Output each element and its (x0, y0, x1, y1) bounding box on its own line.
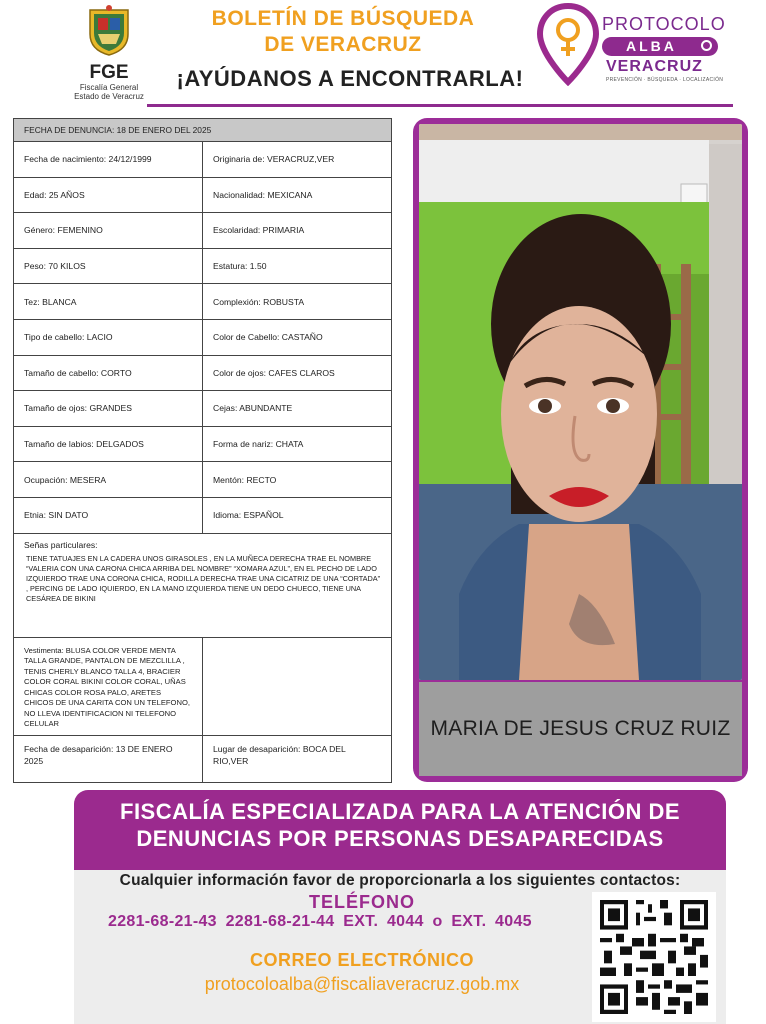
table-row (14, 356, 391, 392)
vestimenta-row (14, 638, 391, 736)
qr-code (592, 892, 716, 1022)
table-cell: Color de Cabello: CASTAÑO (213, 332, 323, 343)
veracruz-seal-icon (86, 4, 132, 56)
table-row (14, 249, 391, 285)
table-cell: Etnia: SIN DATO (14, 498, 203, 533)
lugar-desaparicion: Lugar de desaparición: BOCA DEL RIO,VER (213, 743, 346, 766)
table-row (14, 284, 391, 320)
protocolo-alba-logo (530, 2, 760, 98)
search-icon (701, 40, 712, 51)
location-pin-female-icon (536, 2, 600, 86)
table-cell: Cejas: ABUNDANTE (213, 403, 293, 414)
phone-numbers: 2281-68-21-43 2281-68-21-44 EXT. 4044 o EXT. 4045 (108, 913, 532, 930)
table-cell: Tamaño de cabello: CORTO (14, 356, 203, 391)
email-address: protocoloalba@fiscaliaveracruz.gob.mx (204, 974, 520, 994)
table-cell: Estatura: 1.50 (213, 261, 267, 272)
table-cell: Género: FEMENINO (14, 213, 203, 248)
table-cell: Complexión: ROBUSTA (213, 296, 305, 307)
table-cell: Forma de nariz: CHATA (213, 439, 304, 450)
fiscalia-banner-line1: FISCALÍA ESPECIALIZADA PARA LA ATENCIÓN DE (120, 799, 680, 824)
table-cell: Fecha de nacimiento: 24/12/1999 (14, 142, 203, 177)
table-cell: Originaria de: VERACRUZ,VER (213, 154, 335, 165)
alba-veracruz-text: VERACRUZ (606, 58, 703, 75)
empty-cell (203, 638, 391, 735)
fge-logo (66, 4, 152, 101)
table-cell: Tez: BLANCA (14, 284, 203, 319)
table-cell: Color de ojos: CAFES CLAROS (213, 367, 335, 378)
fecha-denuncia: FECHA DE DENUNCIA: 18 DE ENERO DEL 2025 (24, 125, 212, 135)
table-cell: Tamaño de ojos: GRANDES (14, 391, 203, 426)
alba-badge-text: ALBA (626, 38, 677, 54)
help-headline: ¡AYÚDANOS A ENCONTRARLA! (176, 66, 524, 91)
table-row (14, 498, 391, 534)
phone-heading: TELÉFONO (309, 892, 415, 912)
table-row (14, 142, 391, 178)
table-cell: Ocupación: MESERA (14, 462, 203, 497)
table-cell: Idioma: ESPAÑOL (213, 510, 284, 521)
person-name: MARIA DE JESUS CRUZ RUIZ (430, 717, 731, 740)
table-cell: Mentón: RECTO (213, 474, 277, 485)
vestimenta-text: Vestimenta: BLUSA COLOR VERDE MENTA TALLA GRANDE, PANTALON DE MEZCLILLA , TENIS CHERLY BLANCO TALLA 4, BRACIER COLOR CORAL BIKINI COLOR CORAL, UÑAS CHICAS COLOR ROSA PALO, ARETES CHICOS DE UNA CARITA CON UN TELEFONO, NO LLEVA IDENTIFICACION NI TELEFONO CELULAR (14, 638, 203, 735)
table-cell: Tamaño de labios: DELGADOS (14, 427, 203, 462)
contact-intro: Cualquier información favor de proporcionarla a los siguientes contactos: (119, 872, 681, 889)
table-row (14, 320, 391, 356)
person-name-box (419, 682, 742, 776)
table-row (14, 213, 391, 249)
bulletin-title (168, 6, 518, 58)
table-row (14, 178, 391, 214)
qr-code-icon (600, 900, 708, 1014)
desaparicion-row (14, 736, 391, 782)
bulletin-title-line2: DE VERACRUZ (264, 33, 422, 56)
table-row (14, 462, 391, 498)
alba-protocolo-text: PROTOCOLO (602, 14, 726, 34)
contact-section (74, 870, 726, 1024)
fge-title: FGE (89, 62, 129, 83)
table-cell: Tipo de cabello: LACIO (14, 320, 203, 355)
table-row (14, 427, 391, 463)
person-info-table (13, 118, 392, 783)
missing-person-photo (419, 124, 742, 680)
table-cell: Peso: 70 KILOS (14, 249, 203, 284)
fge-subtitle-1: Fiscalía General (79, 83, 139, 92)
senas-text: TIENE TATUAJES EN LA CADERA UNOS GIRASOLES , EN LA MUÑECA DERECHA TRAE EL NOMBRE “VALERIA CON UNA CARONA CHICA ARRIBA DEL NOMBRE” “XOMARA AZUL”, EN EL PECHO DE LADO IZQUIERDO TRAE UNA CORONA CHICA, RODILLA DERECHA TRAE UNA CICATRIZ DE UNA “CORTADA” , PERCING DE LADO IQUIERDO, EN LA MANO IZQUIERDA TIENE UN DEDO CHUECO, TIENE UNA CESÁREA DE BIKINI (26, 553, 381, 603)
alba-tagline: PREVENCIÓN · BÚSQUEDA · LOCALIZACIÓN (606, 77, 724, 83)
fecha-desaparicion: Fecha de desaparición: 13 DE ENERO 2025 (14, 736, 203, 782)
bulletin-title-line1: BOLETÍN DE BÚSQUEDA (211, 7, 475, 30)
photo-panel (413, 118, 748, 782)
table-cell: Edad: 25 AÑOS (14, 178, 203, 213)
header-divider (147, 104, 733, 107)
senas-particulares-row (14, 534, 391, 638)
alba-badge (602, 37, 718, 56)
portrait-illustration (419, 124, 742, 680)
table-row (14, 391, 391, 427)
fiscalia-banner-line2: DENUNCIAS POR PERSONAS DESAPARECIDAS (136, 826, 664, 851)
email-heading: CORREO ELECTRÓNICO (249, 950, 474, 970)
senas-label: Señas particulares: (24, 539, 98, 550)
table-header-row (14, 119, 391, 142)
fge-subtitle-2: Estado de Veracruz (74, 92, 144, 101)
fiscalia-banner (74, 790, 726, 870)
table-cell: Nacionalidad: MEXICANA (213, 189, 313, 200)
table-cell: Escolaridad: PRIMARIA (213, 225, 305, 236)
